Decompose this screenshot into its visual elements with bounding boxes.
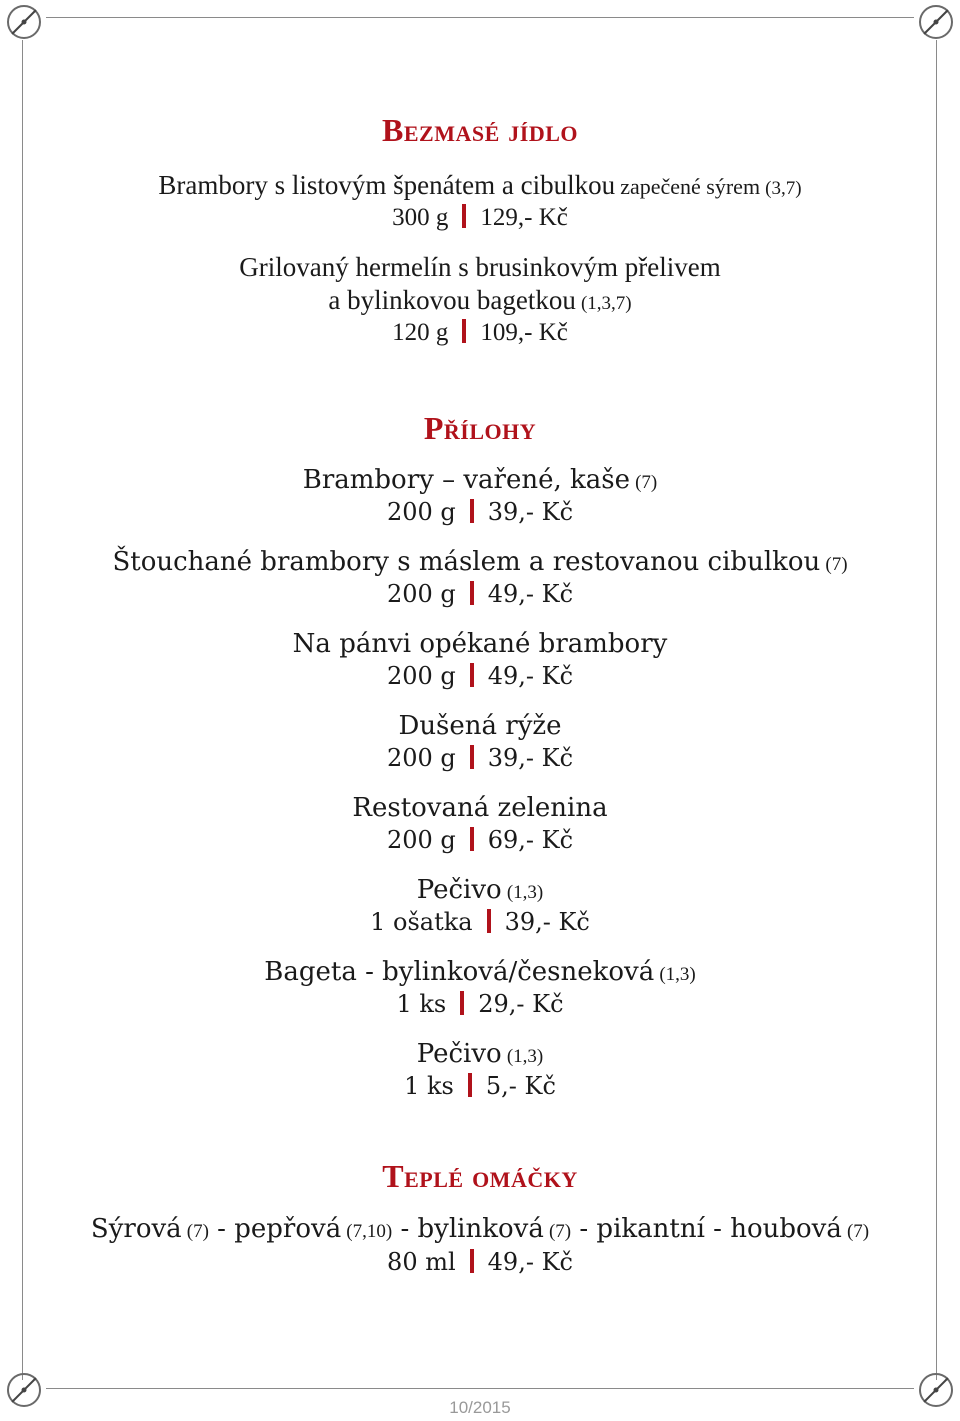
menu-item-name: Grilovaný hermelín s brusinkovým přelivem <box>239 252 721 282</box>
menu-item-price: 1 ks 5,- Kč <box>404 1072 556 1100</box>
menu-item-price: 200 g 49,- Kč <box>386 662 574 690</box>
price-separator <box>487 909 491 933</box>
menu-item-price: 120 g 109,- Kč <box>392 319 568 346</box>
compass-ornament-icon <box>2 0 46 44</box>
menu-item-price: 200 g 39,- Kč <box>386 744 574 772</box>
price-separator <box>462 204 466 228</box>
price-separator <box>470 745 474 769</box>
menu-item-name: Na pánvi opékané brambory <box>292 629 668 659</box>
price-separator <box>468 1073 472 1097</box>
compass-ornament-icon <box>914 0 958 44</box>
price-separator <box>470 581 474 605</box>
section-title-sauces: Teplé omáčky <box>382 1158 578 1194</box>
menu-item-name: Pečivo (1,3) <box>416 875 544 905</box>
section-title-meatless: Bezmasé jídlo <box>382 112 578 148</box>
price-separator <box>470 1249 474 1273</box>
menu-item-price: 1 ošatka 39,- Kč <box>370 908 590 936</box>
menu-item-name: Restovaná zelenina <box>352 793 608 823</box>
menu-item-price: 1 ks 29,- Kč <box>396 990 564 1018</box>
section-title-sides: Přílohy <box>423 410 537 446</box>
menu-item-name: Brambory – vařené, kaše (7) <box>302 465 658 495</box>
price-separator <box>470 827 474 851</box>
menu-item-name: Brambory s listovým špenátem a cibulkou zapečené sýrem (3,7) <box>158 170 802 200</box>
menu-item-name: Dušená rýže <box>398 711 562 741</box>
menu-item-price: 300 g 129,- Kč <box>392 204 568 231</box>
frame-bottom-line <box>46 1388 914 1389</box>
menu-item-name: Bageta - bylinková/česneková (1,3) <box>264 957 696 987</box>
price-separator <box>470 499 474 523</box>
menu-item-price: 200 g 39,- Kč <box>386 498 574 526</box>
menu-item-price: 200 g 69,- Kč <box>386 826 574 854</box>
menu-item-name: Štouchané brambory s máslem a restovanou cibulkou (7) <box>112 547 848 577</box>
sauces-price: 80 ml 49,- Kč <box>387 1248 573 1276</box>
price-separator <box>470 663 474 687</box>
price-separator <box>462 319 466 343</box>
menu-item-name: a bylinkovou bagetkou (1,3,7) <box>328 285 632 315</box>
menu-item-name: Pečivo (1,3) <box>416 1039 544 1069</box>
frame-top-line <box>46 17 914 18</box>
sauces-line: Sýrová (7) - pepřová (7,10) - bylinková (7) - pikantní - houbová (7) <box>90 1214 870 1244</box>
price-separator <box>460 991 464 1015</box>
menu-item-price: 200 g 49,- Kč <box>386 580 574 608</box>
footer-date: 10/2015 <box>449 1398 511 1417</box>
